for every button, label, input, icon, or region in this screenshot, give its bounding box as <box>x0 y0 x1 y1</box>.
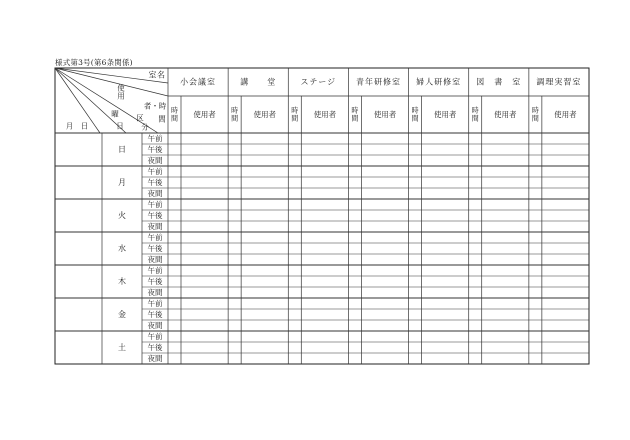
period-cell: 午前 <box>147 134 163 143</box>
user-label: 使用者 <box>253 110 276 119</box>
use-label: 使 <box>117 83 125 93</box>
period-cell: 午前 <box>147 266 163 275</box>
room-name: ステージ <box>300 77 337 87</box>
room-name: 婦人研修室 <box>416 77 462 87</box>
period-cell: 夜間 <box>147 189 163 198</box>
time-label: 時 <box>351 106 359 115</box>
room-name: 講 堂 <box>240 77 277 87</box>
room-name: 図 書 室 <box>476 77 522 87</box>
time-label: 時 <box>231 106 239 115</box>
room-name: 調理実習室 <box>536 77 582 87</box>
user-label: 使用者 <box>494 110 517 119</box>
weekday-cell: 金 <box>118 310 126 319</box>
period-cell: 午後 <box>147 310 163 319</box>
period-cell: 午後 <box>147 145 163 154</box>
person-time-label: 者・時 <box>143 101 167 111</box>
use-label: 用 <box>117 91 125 101</box>
weekday-label: 日 <box>116 121 124 131</box>
time-label: 時 <box>171 106 178 115</box>
period-cell: 午後 <box>147 277 163 286</box>
time-label: 時 <box>411 106 419 115</box>
time-label: 間 <box>471 114 479 123</box>
period-label: 区 <box>136 113 144 123</box>
period-cell: 夜間 <box>147 288 163 297</box>
user-label: 使用者 <box>433 110 457 119</box>
period-cell: 午前 <box>147 200 163 209</box>
period-label: 分 <box>141 122 149 132</box>
period-cell: 午後 <box>147 211 163 220</box>
room-name: 青年研修室 <box>356 77 401 87</box>
user-label: 使用者 <box>193 110 216 119</box>
time-label: 間 <box>351 114 359 123</box>
period-cell: 夜間 <box>147 321 163 330</box>
weekday-cell: 日 <box>118 145 126 154</box>
period-cell: 午前 <box>147 299 163 308</box>
room-name: 小会議室 <box>180 77 217 87</box>
period-cell: 夜間 <box>147 255 163 264</box>
period-cell: 午前 <box>147 233 163 242</box>
time-label: 間 <box>231 114 239 123</box>
user-label: 使用者 <box>554 110 577 119</box>
date-label: 月 日 <box>65 121 89 131</box>
person-time-label: 間 <box>158 114 166 124</box>
user-label: 使用者 <box>313 110 337 119</box>
period-cell: 夜間 <box>147 222 163 231</box>
time-label: 間 <box>171 114 178 123</box>
time-label: 時 <box>291 106 299 115</box>
weekday-cell: 土 <box>118 343 126 352</box>
weekday-cell: 木 <box>118 277 126 286</box>
period-cell: 午前 <box>147 167 163 176</box>
time-label: 時 <box>471 106 479 115</box>
room-name-label: 室名 <box>148 70 166 80</box>
weekday-label: 曜 <box>111 109 119 119</box>
time-label: 間 <box>531 114 539 123</box>
time-label: 間 <box>291 114 299 123</box>
weekday-cell: 水 <box>118 244 126 253</box>
user-label: 使用者 <box>373 110 397 119</box>
form-caption: 様式第3号(第6条関係) <box>55 58 133 67</box>
period-cell: 夜間 <box>147 354 163 363</box>
time-label: 間 <box>411 114 419 123</box>
period-cell: 午前 <box>147 332 163 341</box>
period-cell: 午後 <box>147 178 163 187</box>
weekday-cell: 月 <box>118 178 126 187</box>
weekday-cell: 火 <box>118 211 126 220</box>
period-cell: 夜間 <box>147 156 163 165</box>
period-cell: 午後 <box>147 244 163 253</box>
period-cell: 午後 <box>147 343 163 352</box>
time-label: 時 <box>531 106 539 115</box>
